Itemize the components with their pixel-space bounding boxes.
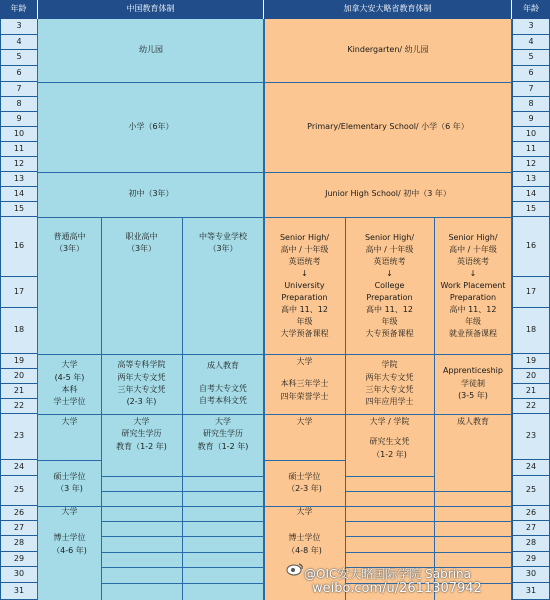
rule-horizontal (38, 217, 512, 218)
rule-horizontal (38, 172, 512, 173)
canada-scp-line: 高中 11、12 (366, 304, 413, 314)
china-university (38, 354, 101, 414)
canada-primary: Primary/Elementary School/ 小学（6 年） (264, 82, 512, 172)
china-junior-college-line: (2-3 年) (126, 397, 157, 407)
china-technical-school-line: 中等专业学校 (199, 232, 247, 241)
age-cell-left: 5 (0, 50, 38, 66)
china-graduate-a-line: 研究生学历 (121, 429, 162, 439)
china-graduate-a-line: 教育（1-2 年) (116, 441, 167, 451)
canada-graduate-diploma-line: 大学 / 学院 (369, 417, 410, 426)
age-cell-left: 4 (0, 35, 38, 50)
age-header-right: 年龄 (512, 0, 550, 19)
china-general-high (38, 217, 101, 354)
age-cell-right: 4 (512, 35, 550, 50)
canada-graduate-diploma (345, 414, 434, 476)
canada-doctorate-line: 大学 (296, 507, 313, 516)
canada-scp-line: 高中 / 十年级 (365, 244, 414, 254)
canada-swp-line: ↓ (469, 268, 477, 278)
canada-college-line: 四年应用学士 (365, 397, 414, 407)
age-cell-right: 24 (512, 460, 550, 476)
age-cell-left: 7 (0, 82, 38, 97)
canada-masters (264, 460, 345, 506)
china-general-high-line: （3年） (54, 244, 85, 254)
china-graduate-b-line: 教育（1-2 年) (197, 441, 249, 451)
row-line-canada-b (434, 536, 512, 537)
age-cell-right: 3 (512, 19, 550, 35)
age-header-left: 年龄 (0, 0, 38, 19)
china-primary: 小学（6年） (38, 82, 264, 172)
age-cell-right: 10 (512, 127, 550, 142)
age-cell-right: 18 (512, 308, 550, 354)
canada-masters-line: （2-3 年) (287, 484, 322, 493)
canada-scp-line: 年级 (381, 316, 398, 326)
age-cell-left: 22 (0, 399, 38, 414)
age-cell-right: 20 (512, 369, 550, 384)
china-graduate-line: 大学 (61, 417, 78, 426)
age-cell-left: 29 (0, 552, 38, 567)
china-adult-education-line: 自考本科文凭 (199, 396, 247, 406)
canada-university-line: 大学 (296, 357, 313, 366)
canada-masters-line: 硕士学位 (288, 471, 321, 481)
canada-university-line: 本科三年学士 (280, 379, 329, 389)
canada-adult-education-line: 成人教育 (457, 417, 489, 426)
rule-vertical (101, 217, 102, 600)
china-adult-education (182, 354, 264, 414)
rule-horizontal (38, 506, 345, 507)
age-cell-left: 9 (0, 112, 38, 127)
age-cell-right: 22 (512, 399, 550, 414)
age-cell-right: 9 (512, 112, 550, 127)
china-graduate-study-b (182, 414, 264, 460)
age-cell-left: 8 (0, 97, 38, 112)
age-cell-left: 11 (0, 142, 38, 157)
canada-swp-line: 高中 / 十年级 (449, 244, 497, 254)
age-cell-right: 11 (512, 142, 550, 157)
china-graduate-university (38, 414, 101, 460)
china-doctorate-line: 大学 (61, 507, 78, 516)
age-cell-right: 31 (512, 583, 550, 600)
canada-senior-work-prep (434, 217, 512, 354)
rule-vertical (263, 19, 265, 600)
china-junior-high: 初中（3年） (38, 172, 264, 217)
china-kindergarten: 幼儿园 (38, 19, 264, 82)
age-cell-left: 18 (0, 308, 38, 354)
rule-horizontal (38, 460, 101, 461)
canada-scp-line: Senior High/ (364, 232, 415, 242)
age-cell-right: 21 (512, 384, 550, 399)
canada-sup-line: 年级 (296, 316, 313, 326)
age-cell-right: 8 (512, 97, 550, 112)
watermark-line-1: @OIC安大略国际学院 Sabrina (304, 567, 471, 581)
china-junior-college-line: 两年大专文凭 (117, 372, 166, 382)
china-general-high-line: 普通高中 (53, 232, 86, 241)
row-line-canada-b (434, 552, 512, 553)
china-masters-filler-b (182, 460, 264, 506)
china-graduate-a-line: 大学 (133, 417, 150, 426)
canada-system-header: 加拿大安大略省教育体制 (264, 0, 512, 19)
age-cell-right: 15 (512, 202, 550, 217)
china-masters-line: 硕士学位 (53, 471, 86, 481)
age-cell-right: 7 (512, 82, 550, 97)
canada-scp-line: 大专预备课程 (365, 328, 414, 338)
age-cell-right: 14 (512, 187, 550, 202)
age-cell-left: 14 (0, 187, 38, 202)
canada-sup-line: 高中 / 十年级 (280, 244, 329, 254)
age-cell-right: 23 (512, 414, 550, 460)
row-line-canada-b (434, 521, 512, 522)
age-cell-left: 23 (0, 414, 38, 460)
age-cell-left: 28 (0, 536, 38, 552)
china-graduate-b-line: 大学 (215, 417, 231, 426)
age-cell-left: 6 (0, 66, 38, 82)
canada-college-line: 三年大专文凭 (365, 385, 414, 394)
age-cell-left: 17 (0, 277, 38, 308)
age-cell-left: 10 (0, 127, 38, 142)
china-doctorate (38, 506, 101, 600)
age-cell-right: 25 (512, 476, 550, 506)
rule-vertical (37, 19, 38, 600)
canada-junior-high: Junior High School/ 初中（3 年） (264, 172, 512, 217)
rule-vertical (434, 217, 435, 600)
age-cell-right: 26 (512, 506, 550, 521)
canada-doctorate-line: （4-8 年) (287, 545, 322, 555)
canada-sup-line: Senior High/ (279, 232, 330, 242)
canada-scp-line: 英语统考 (373, 256, 406, 266)
rule-horizontal (264, 460, 345, 461)
rule-horizontal (38, 414, 512, 415)
age-cell-left: 31 (0, 583, 38, 600)
china-technical-school (182, 217, 264, 354)
canada-senior-university-prep (264, 217, 345, 354)
china-university-line: 大学 (61, 360, 78, 370)
canada-swp-line: Preparation (449, 292, 497, 302)
age-cell-right: 6 (512, 66, 550, 82)
canada-sup-line: 英语统考 (288, 256, 321, 266)
canada-graduate-university (264, 414, 345, 460)
age-cell-right: 27 (512, 521, 550, 536)
canada-doctorate-line: 博士学位 (288, 533, 321, 543)
china-vocational-high-line: （3年） (126, 244, 157, 254)
china-system-header: 中国教育体制 (38, 0, 264, 19)
canada-swp-line: 年级 (465, 316, 481, 326)
china-university-line: (4-5 年) (54, 372, 85, 382)
canada-adult-education (434, 414, 512, 506)
canada-apprenticeship (434, 354, 512, 414)
age-cell-left: 16 (0, 217, 38, 277)
canada-apprenticeship-line: (3-5 年) (458, 391, 488, 401)
age-cell-left: 30 (0, 567, 38, 583)
canada-senior-college-prep (345, 217, 434, 354)
rule-horizontal (38, 354, 512, 355)
china-doctorate-line: 博士学位 (53, 533, 86, 543)
canada-apprenticeship-line: Apprenticeship (443, 366, 503, 376)
age-cell-left: 26 (0, 506, 38, 521)
weibo-logo (286, 562, 304, 576)
canada-graduate-diploma-line: （1-2 年) (372, 449, 407, 459)
rule-vertical (182, 217, 183, 600)
canada-sup-line: ↓ (301, 268, 308, 278)
canada-graduate-line: 大学 (296, 417, 313, 426)
rule-vertical (345, 217, 346, 600)
canada-college-line: 学院 (381, 360, 398, 370)
age-cell-right: 5 (512, 50, 550, 66)
canada-scp-line: Preparation (366, 292, 413, 302)
china-vocational-high-line: 职业高中 (125, 232, 158, 241)
canada-apprenticeship-line: 学徒制 (461, 378, 485, 388)
china-masters (38, 460, 101, 506)
canada-swp-line: Work Placement (440, 280, 506, 290)
canada-college (345, 354, 434, 414)
china-adult-education-line: 自考大专文凭 (199, 383, 247, 393)
canada-sup-line: 大学预备课程 (280, 328, 329, 338)
age-cell-right: 17 (512, 277, 550, 308)
canada-university-line: 四年荣誉学士 (280, 391, 329, 401)
age-cell-right: 19 (512, 354, 550, 369)
china-university-line: 学士学位 (53, 397, 86, 407)
china-technical-school-line: （3年） (208, 244, 238, 254)
china-masters-filler-a (101, 460, 182, 506)
rule-horizontal (345, 506, 434, 507)
china-graduate-b-line: 研究生学历 (203, 429, 243, 439)
canada-swp-line: 高中 11、12 (449, 304, 497, 314)
china-doctorate-line: （4-6 年) (52, 545, 87, 555)
age-cell-left: 20 (0, 369, 38, 384)
age-cell-left: 12 (0, 157, 38, 172)
canada-college-line: 两年大专文凭 (365, 372, 414, 382)
age-cell-left: 19 (0, 354, 38, 369)
age-cell-left: 27 (0, 521, 38, 536)
rule-horizontal (434, 506, 512, 507)
canada-swp-line: Senior High/ (448, 232, 498, 242)
age-cell-left: 3 (0, 19, 38, 35)
age-cell-right: 12 (512, 157, 550, 172)
age-cell-left: 25 (0, 476, 38, 506)
rule-horizontal (38, 82, 512, 83)
age-cell-left: 24 (0, 460, 38, 476)
row-line-canada (345, 491, 512, 492)
china-university-line: 本科 (61, 385, 78, 394)
age-cell-right: 28 (512, 536, 550, 552)
china-graduate-study-a (101, 414, 182, 460)
rule-vertical (511, 19, 512, 600)
canada-sup-line: 高中 11、12 (281, 304, 328, 314)
age-cell-right: 13 (512, 172, 550, 187)
canada-sup-line: University (284, 280, 325, 290)
china-vocational-high (101, 217, 182, 354)
watermark-line-2: weibo.com/u/2611307942 (312, 581, 482, 596)
age-cell-right: 16 (512, 217, 550, 277)
age-cell-left: 13 (0, 172, 38, 187)
canada-scp-line: College (374, 280, 405, 290)
china-masters-line: （3 年) (56, 484, 83, 493)
age-cell-left: 15 (0, 202, 38, 217)
china-junior-college-line: 三年大专文凭 (117, 385, 166, 394)
canada-sup-line: Preparation (281, 292, 328, 302)
age-cell-right: 30 (512, 567, 550, 583)
china-junior-college (101, 354, 182, 414)
canada-swp-line: 英语统考 (457, 256, 489, 266)
china-adult-education-line: 成人教育 (207, 361, 239, 371)
canada-university (264, 354, 345, 414)
canada-scp-line: ↓ (386, 268, 393, 278)
canada-kindergarten: Kindergarten/ 幼儿园 (264, 19, 512, 82)
rule-horizontal (345, 476, 434, 477)
age-cell-right: 29 (512, 552, 550, 567)
canada-graduate-diploma-line: 研究生文凭 (369, 437, 410, 447)
canada-swp-line: 就业预备课程 (449, 328, 497, 338)
china-junior-college-line: 高等专科学院 (117, 360, 166, 370)
age-cell-left: 21 (0, 384, 38, 399)
